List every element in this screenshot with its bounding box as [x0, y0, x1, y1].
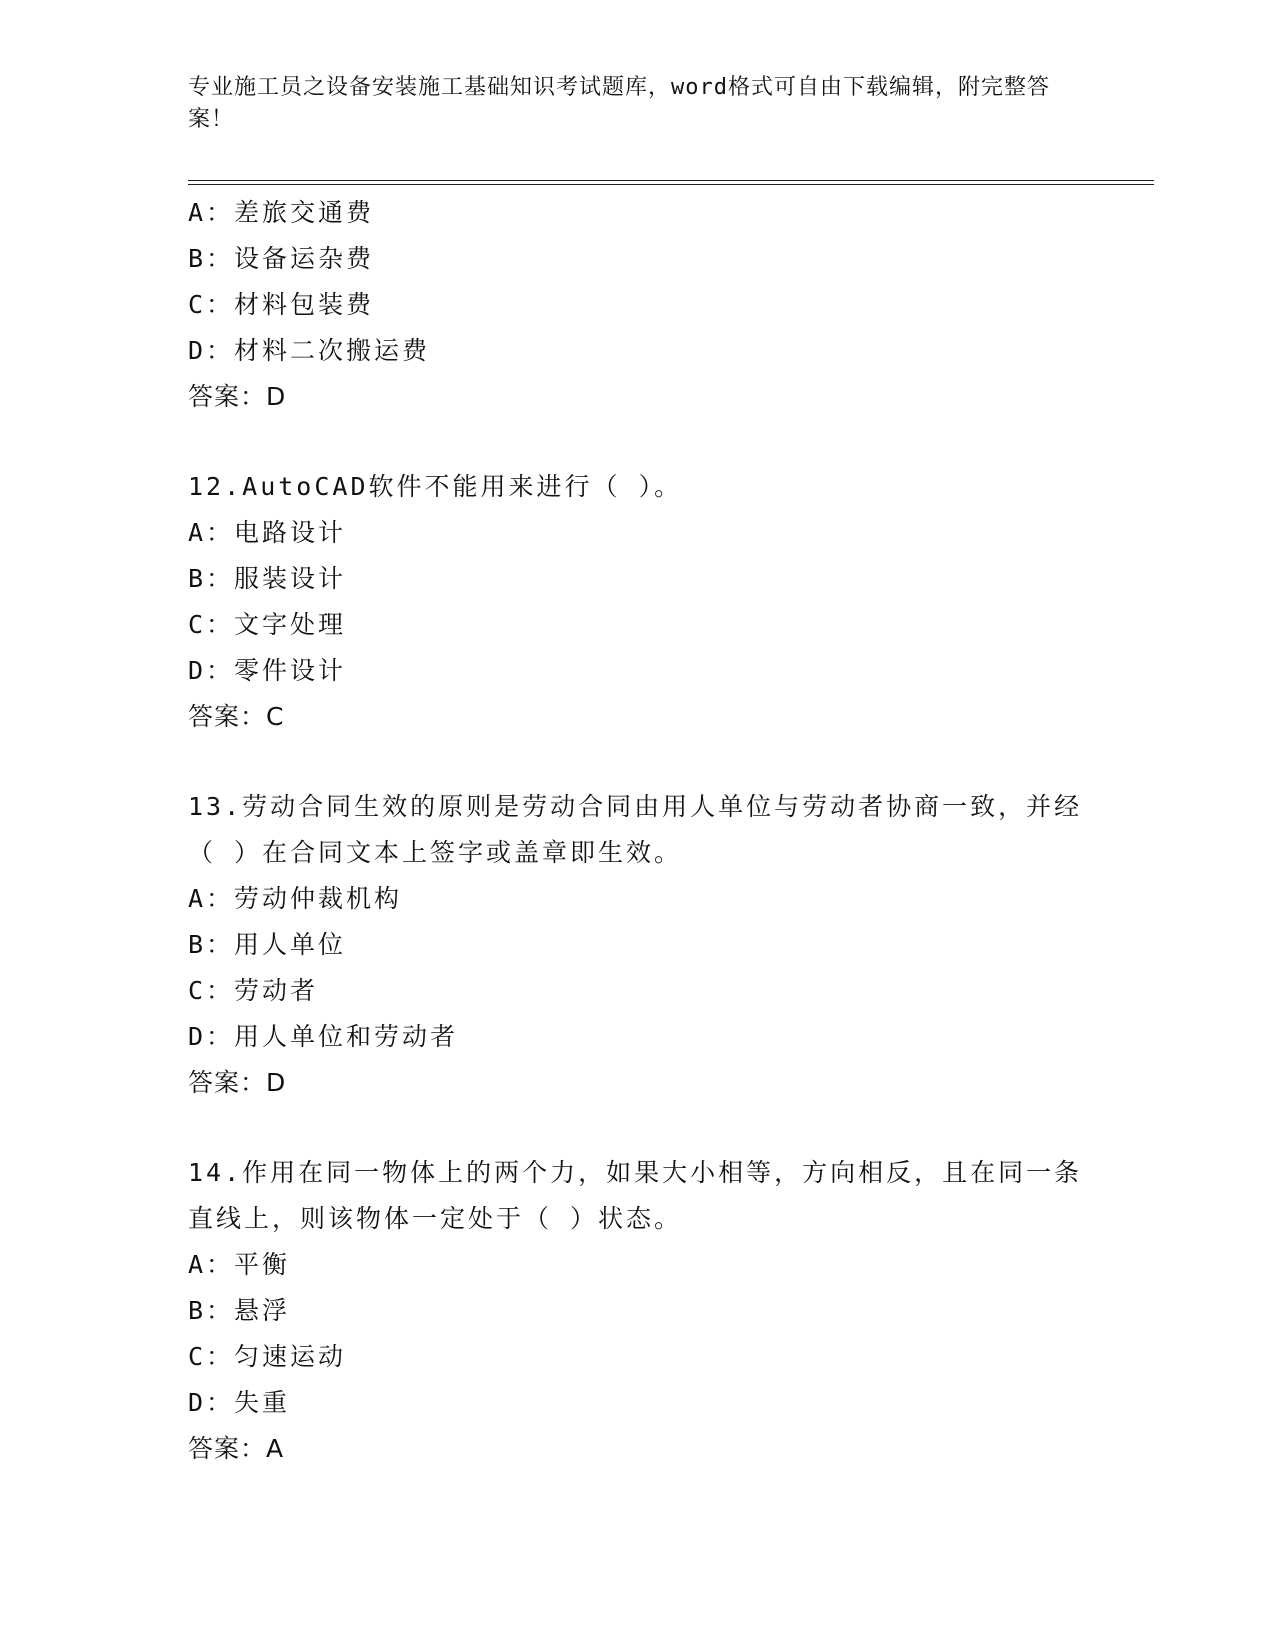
option-b: B：悬浮	[188, 1296, 291, 1325]
option-b: B：用人单位	[188, 930, 347, 959]
question-13	[188, 784, 1088, 1106]
header-rule-top	[188, 180, 1154, 181]
option-d: D：失重	[188, 1388, 291, 1417]
option-b: B：服装设计	[188, 564, 347, 593]
answer: 答案：D	[188, 382, 287, 411]
option-b: B：设备运杂费	[188, 244, 375, 273]
option-a: A：劳动仲裁机构	[188, 884, 403, 913]
question-12	[188, 464, 1088, 740]
option-d: D：材料二次搬运费	[188, 336, 431, 365]
option-c: C：文字处理	[188, 610, 347, 639]
question-11-continued	[188, 190, 1088, 420]
answer: 答案：D	[188, 1068, 287, 1097]
header-rule-bottom	[188, 184, 1154, 185]
question-14	[188, 1150, 1088, 1472]
answer: 答案：A	[188, 1434, 285, 1463]
option-d: D：用人单位和劳动者	[188, 1022, 459, 1051]
option-c: C：劳动者	[188, 976, 319, 1005]
option-a: A：差旅交通费	[188, 198, 375, 227]
page-header: 专业施工员之设备安装施工基础知识考试题库，word格式可自由下载编辑，附完整答案！	[188, 75, 1050, 132]
answer: 答案：C	[188, 702, 285, 731]
option-c: C：材料包装费	[188, 290, 375, 319]
option-d: D：零件设计	[188, 656, 347, 685]
option-a: A：电路设计	[188, 518, 347, 547]
question-text: 12.AutoCAD软件不能用来进行（ ）。	[188, 472, 683, 501]
option-a: A：平衡	[188, 1250, 291, 1279]
option-c: C：匀速运动	[188, 1342, 347, 1371]
question-list	[188, 190, 1088, 1516]
question-text: 14.作用在同一物体上的两个力，如果大小相等，方向相反，且在同一条直线上，则该物体一定处于（ ）状态。	[188, 1158, 1083, 1233]
question-text: 13.劳动合同生效的原则是劳动合同由用人单位与劳动者协商一致，并经（ ）在合同文本上签字或盖章即生效。	[188, 792, 1083, 867]
